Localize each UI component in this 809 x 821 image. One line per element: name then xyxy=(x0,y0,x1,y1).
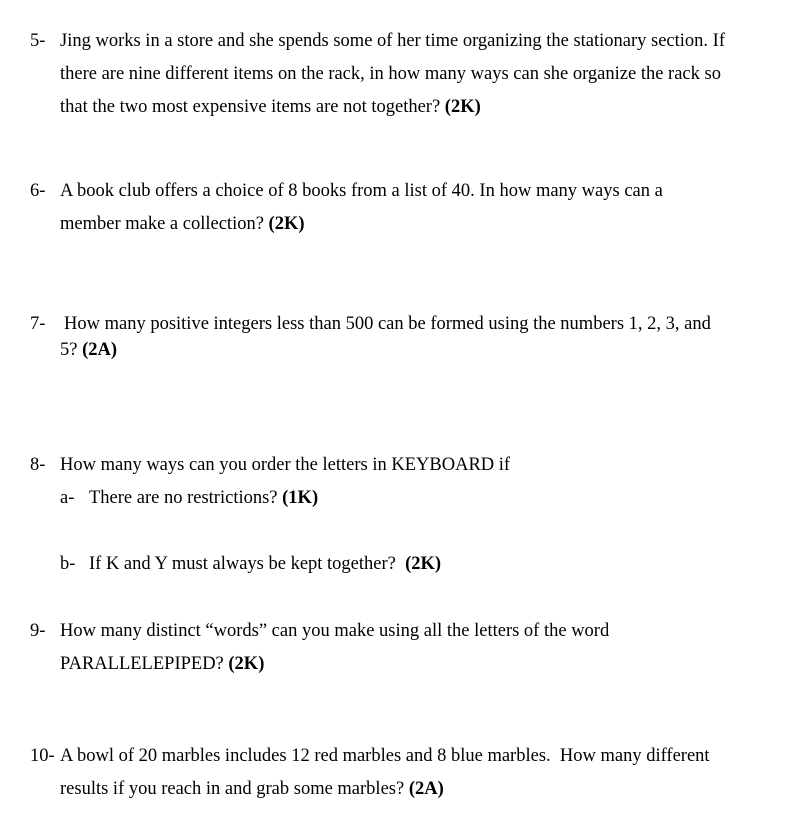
subpart-text: There are no restrictions? xyxy=(89,488,278,508)
subpart-label: b- xyxy=(60,554,76,574)
subpart-text-line xyxy=(89,554,441,575)
question-text: 5? xyxy=(60,340,78,360)
question-number: 9- xyxy=(30,621,46,641)
question-number: 5- xyxy=(30,31,46,51)
marks-label: (2A) xyxy=(408,779,444,799)
question-text: results if you reach in and grab some marbles? xyxy=(60,779,405,799)
question-text-line: A book club offers a choice of 8 books from a list of 40. In how many ways can a xyxy=(60,181,663,201)
question-text-line xyxy=(60,779,444,800)
question-number: 6- xyxy=(30,181,46,201)
question-text-line: How many ways can you order the letters in KEYBOARD if xyxy=(60,455,511,475)
question-text: PARALLELEPIPED? xyxy=(60,654,224,674)
question-number: 8- xyxy=(30,455,46,475)
question-text-line: How many distinct “words” can you make using all the letters of the word xyxy=(60,621,610,641)
question-text-line xyxy=(60,97,481,118)
question-text-line: A bowl of 20 marbles includes 12 red marbles and 8 blue marbles. How many different xyxy=(60,746,710,766)
question-number: 7- xyxy=(30,314,46,334)
question-text-line: How many positive integers less than 500 can be formed using the numbers 1, 2, 3, and xyxy=(64,314,711,334)
marks-label: (2K) xyxy=(405,554,442,574)
marks-label: (2K) xyxy=(228,654,265,674)
marks-label: (2K) xyxy=(444,97,481,117)
question-text-line: there are nine different items on the rack, in how many ways can she organize the rack so xyxy=(60,64,721,84)
question-text-line xyxy=(60,214,305,235)
question-number: 10- xyxy=(30,746,55,766)
question-text: member make a collection? xyxy=(60,214,264,234)
subpart-text-line xyxy=(89,488,318,509)
question-text-line xyxy=(60,654,264,675)
marks-label: (2K) xyxy=(268,214,305,234)
subpart-text: If K and Y must always be kept together? xyxy=(89,554,396,574)
subpart-label: a- xyxy=(60,488,75,508)
question-text: that the two most expensive items are not together? xyxy=(60,97,441,117)
marks-label: (2A) xyxy=(82,340,118,360)
question-text-line: Jing works in a store and she spends some of her time organizing the stationary section. If xyxy=(60,31,725,51)
marks-label: (1K) xyxy=(282,488,319,508)
question-text-line xyxy=(60,340,117,361)
